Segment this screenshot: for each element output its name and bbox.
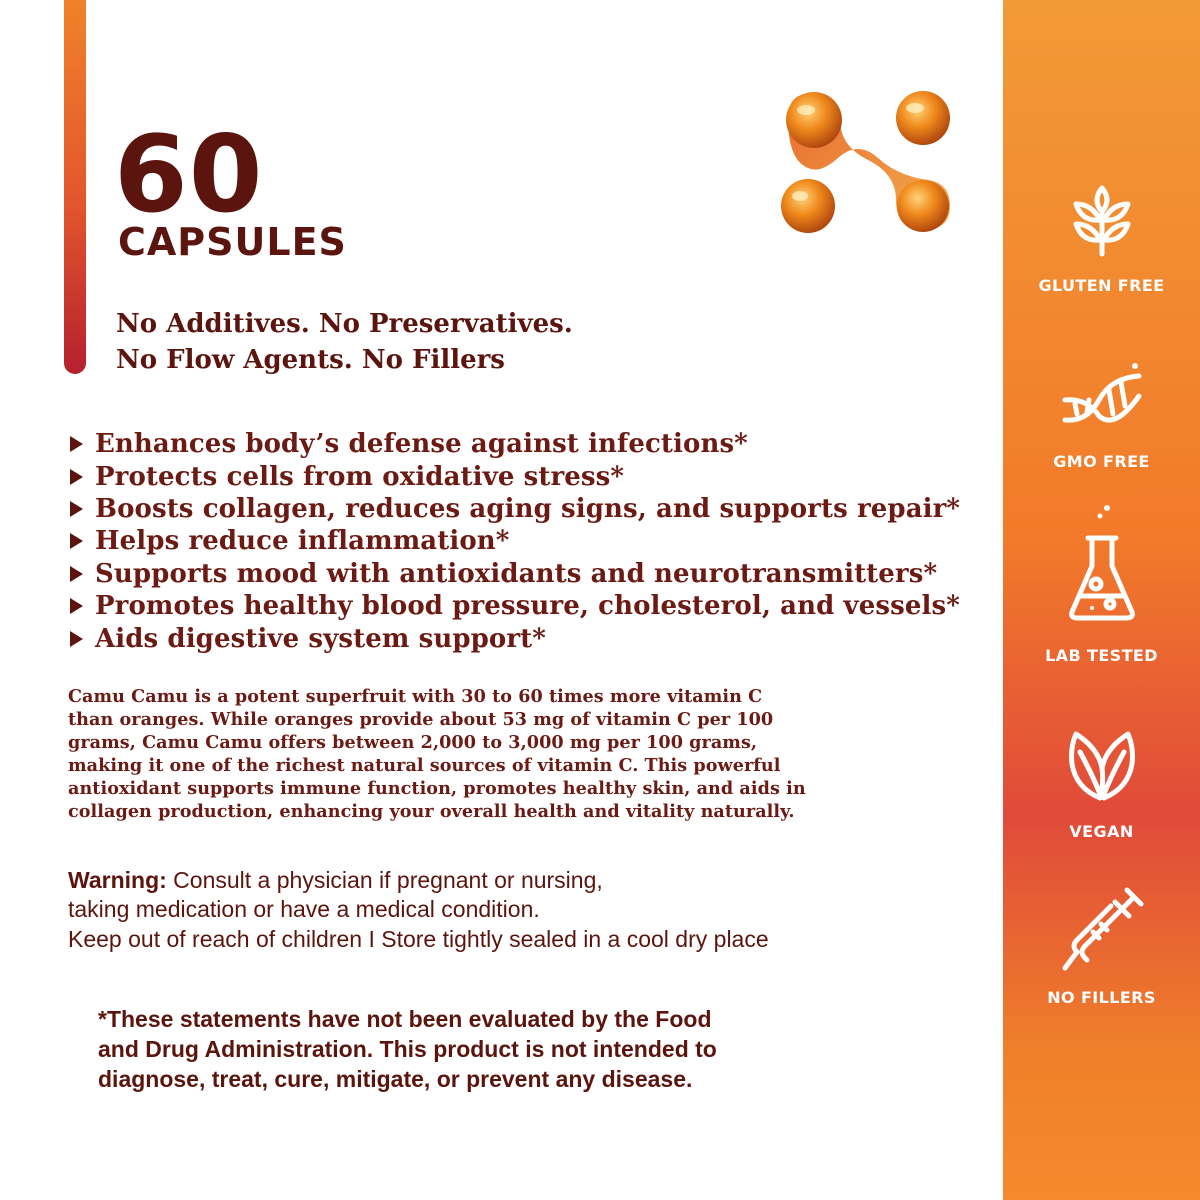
description-line: antioxidant supports immune function, promotes healthy skin, and aids in [68, 778, 806, 799]
benefit-text: Enhances body’s defense against infections* [95, 429, 748, 460]
description-line: collagen production, enhancing your overall health and vitality naturally. [68, 801, 795, 822]
capsule-count: 60 [114, 113, 264, 236]
disclaimer-line: diagnose, treat, cure, mitigate, or prevent any disease. [98, 1066, 693, 1092]
accent-bar [64, 0, 86, 374]
description-line: making it one of the richest natural sources of vitamin C. This powerful [68, 755, 781, 776]
badge-no-fillers [1003, 884, 1200, 1007]
benefit-text: Boosts collagen, reduces aging signs, and supports repair* [95, 493, 961, 524]
badge-label: LAB TESTED [1045, 646, 1158, 665]
benefit-item [70, 622, 970, 654]
triangle-bullet-icon [70, 598, 83, 614]
benefit-text: Protects cells from oxidative stress* [95, 461, 625, 492]
benefit-item [70, 493, 970, 525]
badge-gluten-free [1003, 180, 1200, 295]
benefit-text: Supports mood with antioxidants and neurotransmitters* [95, 558, 938, 589]
warning-label: Warning: [68, 867, 167, 893]
description-line: grams, Camu Camu offers between 2,000 to 3,000 mg per 100 grams, [68, 732, 758, 753]
benefit-text: Promotes healthy blood pressure, cholesterol, and vessels* [95, 591, 960, 622]
dna-icon [1057, 356, 1147, 436]
badge-label: GMO FREE [1053, 452, 1150, 471]
tagline-line-2: No Flow Agents. No Fillers [116, 345, 505, 375]
benefit-text: Helps reduce inflammation* [95, 526, 510, 557]
benefit-item [70, 460, 970, 492]
badge-lab-tested [1003, 500, 1200, 665]
warning-line-2: taking medication or have a medical condition. [68, 896, 540, 922]
benefit-item [70, 558, 970, 590]
triangle-bullet-icon [70, 533, 83, 549]
badge-label: VEGAN [1069, 822, 1134, 841]
syringe-icon [1057, 884, 1147, 976]
triangle-bullet-icon [70, 501, 83, 517]
description-line: Camu Camu is a potent superfruit with 30 to 60 times more vitamin C [68, 686, 763, 707]
badges-panel [1003, 0, 1200, 1200]
triangle-bullet-icon [70, 436, 83, 452]
tagline-line-1: No Additives. No Preservatives. [116, 309, 573, 339]
benefit-item [70, 525, 970, 557]
disclaimer-line: and Drug Administration. This product is not intended to [98, 1036, 717, 1062]
brand-logo-icon [778, 88, 958, 238]
triangle-bullet-icon [70, 566, 83, 582]
warning-line-3: Keep out of reach of children I Store tightly sealed in a cool dry place [68, 926, 769, 952]
benefit-text: Aids digestive system support* [95, 623, 546, 654]
badge-vegan [1003, 724, 1200, 841]
warning-text: Consult a physician if pregnant or nursing, [166, 867, 603, 893]
triangle-bullet-icon [70, 469, 83, 485]
capsule-unit: CAPSULES [118, 220, 347, 264]
disclaimer-line: *These statements have not been evaluated by the Food [98, 1006, 712, 1032]
description-line: than oranges. While oranges provide about 53 mg of vitamin C per 100 [68, 709, 774, 730]
warning-line-1 [68, 869, 603, 892]
badge-label: GLUTEN FREE [1038, 276, 1165, 295]
badge-label: NO FILLERS [1047, 988, 1156, 1007]
benefit-item [70, 590, 970, 622]
benefits-list [70, 428, 970, 655]
triangle-bullet-icon [70, 631, 83, 647]
wheat-icon [1062, 180, 1142, 260]
leaves-icon [1062, 724, 1142, 804]
flask-icon [1062, 500, 1142, 624]
benefit-item [70, 428, 970, 460]
badge-gmo-free [1003, 356, 1200, 471]
